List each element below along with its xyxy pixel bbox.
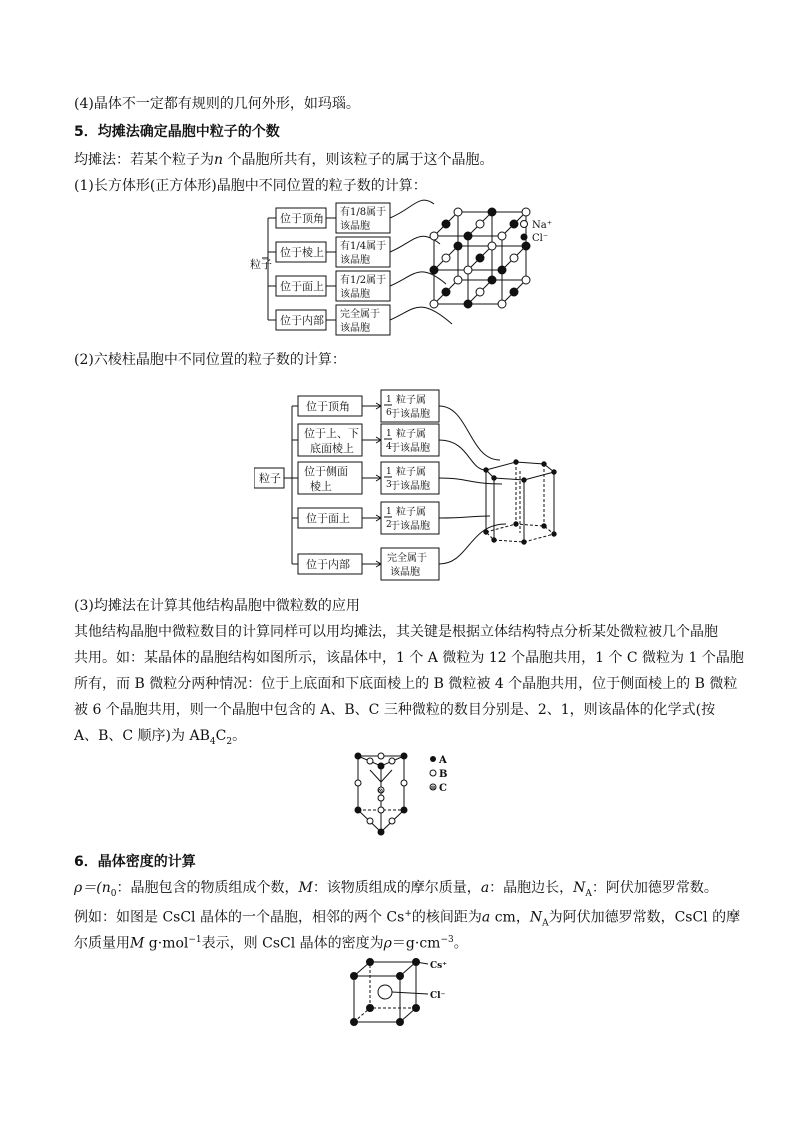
filled-atom: [351, 1019, 358, 1026]
filled-atom: [430, 266, 438, 274]
cl-label: Cl⁻: [430, 991, 446, 1001]
share-label: 于该晶胞: [390, 521, 430, 532]
filled-atom: [401, 753, 407, 759]
t: 为阿伏加德罗常数，CsCl 的摩: [548, 909, 741, 926]
filled-atom: [355, 807, 361, 813]
t: ：阿伏加德罗常数。: [591, 880, 718, 896]
filled-atom: [492, 476, 496, 480]
open-atom: [522, 276, 530, 284]
var-n: n: [214, 152, 224, 168]
na-legend-label: Na⁺: [532, 220, 552, 231]
t: 的核间距为: [411, 909, 482, 926]
filled-atom: [522, 540, 526, 544]
sup: −3: [440, 935, 454, 945]
paragraph-line-2: 共用。如：某晶体的晶胞结构如图所示，该晶体中，1 个 A 微粒为 12 个晶胞共用，1 个 C 微粒为 1 个晶胞: [74, 650, 744, 666]
b-legend-icon: [430, 770, 436, 776]
share-label: 有1/2属于: [340, 275, 387, 286]
filled-atom: [522, 478, 526, 482]
share-label: 粒子属: [396, 429, 426, 440]
open-atom: [355, 780, 361, 786]
filled-atom: [542, 462, 546, 466]
share-label: 有1/8属于: [340, 207, 387, 218]
t: a: [481, 909, 491, 926]
cl-legend-label: Cl⁻: [532, 233, 549, 244]
cl-legend-icon: [521, 234, 528, 241]
text-subheading-1: (1)长方体形(正方体形)晶胞中不同位置的粒子数的计算：: [74, 178, 427, 194]
fraction-denominator: 4: [386, 442, 392, 452]
filled-atom: [351, 973, 358, 980]
share-label: 粒子属: [396, 507, 426, 518]
t: 。: [453, 935, 468, 952]
filled-atom: [510, 288, 518, 296]
filled-atom: [367, 959, 374, 966]
open-atom: [488, 242, 496, 250]
filled-atom: [355, 753, 361, 759]
t: N: [529, 909, 543, 926]
open-atom: [378, 795, 384, 801]
paragraph-line-4: 被 6 个晶胞共用，则一个晶胞中包含的 A、B、C 三种微粒的数目分别是、2、1，则该晶体的化学式(按: [74, 702, 716, 718]
t: 例如：如图是 CsCl 晶体的一个晶胞，相邻的两个 Cs: [74, 909, 405, 926]
share-label: 于该晶胞: [390, 409, 430, 420]
arrow-curve: [439, 406, 500, 460]
filled-atom: [442, 220, 450, 228]
fraction-numerator: 1: [386, 507, 392, 517]
t: 表示，则 CsCl 晶体的密度为: [201, 935, 384, 952]
share-label: 粒子属: [396, 395, 426, 406]
a-legend-icon: [430, 756, 436, 762]
text-average-method: [74, 150, 493, 170]
c-legend-mark: ⊗: [430, 784, 436, 792]
share-label: 该晶胞: [390, 567, 420, 578]
paragraph-line-1: 其他结构晶胞中微粒数目的计算同样可以用均摊法，其关键是根据立体结构特点分析某处微粒被几个晶胞: [74, 624, 718, 640]
t: N: [573, 880, 586, 896]
t: ρ: [383, 935, 392, 952]
position-label: 位于面上: [280, 280, 324, 293]
arrow-curve: [390, 200, 434, 218]
t: g·mol: [148, 935, 189, 952]
hexagonal-cell-diagram: [254, 374, 564, 584]
open-atom: [367, 818, 373, 824]
t: M: [130, 935, 145, 952]
open-atom: [442, 254, 450, 262]
cs-label: Cs⁺: [430, 961, 447, 971]
fraction-denominator: 2: [386, 520, 392, 530]
t: 尔质量用: [74, 935, 130, 952]
filled-atom: [484, 530, 488, 534]
open-atom: [389, 818, 395, 824]
t: ：晶胞边长，: [489, 880, 574, 896]
t: cm，: [494, 909, 530, 926]
a-legend-label: A: [439, 755, 447, 766]
position-label: 棱上: [310, 480, 332, 493]
c-atom-mark: ⊗: [377, 787, 384, 795]
fraction-denominator: 6: [386, 408, 392, 418]
density-formula-line: [74, 878, 718, 904]
filled-atom: [488, 276, 496, 284]
front-face: [354, 976, 400, 1022]
share-label: 完全属于: [387, 553, 427, 564]
filled-atom: [476, 254, 484, 262]
arrow-curve: [390, 307, 452, 324]
share-label: 该晶胞: [340, 221, 370, 232]
filled-atom: [552, 532, 556, 536]
paragraph-line-3: 所有，而 B 微粒分两种情况：位于上底面和下底面棱上的 B 微粒被 4 个晶胞共用，位于侧面棱上的 B 微粒: [74, 676, 738, 692]
filled-atom: [397, 973, 404, 980]
t: a: [480, 880, 490, 896]
sub: A: [542, 918, 549, 929]
filled-atom: [378, 829, 384, 835]
open-atom: [476, 220, 484, 228]
position-label: 位于内部: [280, 314, 324, 327]
fraction-numerator: 1: [386, 429, 392, 439]
triangular-prism-diagram: [350, 748, 460, 846]
na-legend-icon: [521, 221, 528, 228]
open-atom: [367, 758, 373, 764]
open-atom: [378, 753, 384, 759]
share-label: 于该晶胞: [390, 481, 430, 492]
open-atom: [522, 208, 530, 216]
position-label: 位于面上: [306, 512, 350, 525]
share-label: 于该晶胞: [390, 443, 430, 454]
text-subheading-2: (2)六棱柱晶胞中不同位置的粒子数的计算：: [74, 352, 346, 368]
share-label: 粒子属: [396, 467, 426, 478]
c-legend-label: C: [439, 783, 447, 794]
open-atom: [454, 276, 462, 284]
filled-atom: [464, 232, 472, 240]
sup: +: [404, 909, 412, 919]
filled-atom: [552, 470, 556, 474]
open-atom: [430, 300, 438, 308]
open-atom: [498, 232, 506, 240]
t: M: [298, 880, 313, 896]
open-atom: [476, 288, 484, 296]
position-label: 位于顶角: [306, 400, 350, 413]
share-label: 该晶胞: [340, 323, 370, 334]
cscl-cell-diagram: [340, 952, 460, 1032]
t: ρ＝(: [74, 880, 102, 896]
filled-atom: [510, 220, 518, 228]
t: ：晶胞包含的物质组成个数，: [116, 880, 299, 896]
fig1-root-label: 粒子: [250, 258, 272, 271]
t: C: [215, 728, 227, 744]
sub: 0: [110, 888, 117, 899]
arrow-curve: [439, 440, 486, 470]
share-label: 有1/4属于: [340, 241, 387, 252]
filled-atom: [492, 538, 496, 542]
position-label: 底面棱上: [310, 442, 354, 455]
filled-atom: [367, 1005, 374, 1012]
t: 均摊法：若某个粒子为: [74, 152, 214, 168]
t: A、B、C 顺序)为 AB: [74, 728, 210, 744]
t: ＝g·cm: [391, 935, 441, 952]
fraction-denominator: 3: [386, 480, 392, 490]
arrow-curve: [390, 272, 446, 286]
arrow-curve: [439, 524, 506, 564]
position-label: 位于内部: [306, 558, 350, 571]
filled-atom: [498, 266, 506, 274]
open-atom: [389, 758, 395, 764]
filled-atom: [514, 522, 518, 526]
filled-atom: [401, 807, 407, 813]
filled-atom: [488, 208, 496, 216]
example-line-2: [74, 930, 468, 954]
t: n: [101, 880, 111, 896]
sub: A: [585, 888, 592, 899]
arrow-curve: [439, 516, 490, 518]
fraction-numerator: 1: [386, 467, 392, 477]
text-line-4: (4)晶体不一定都有规则的几何外形，如玛瑙。: [74, 96, 360, 112]
open-atom: [510, 254, 518, 262]
open-atom: [401, 780, 407, 786]
position-label: 位于顶角: [280, 212, 324, 225]
t: 个晶胞所共有，则该粒子的属于这个晶胞。: [227, 152, 494, 168]
filled-atom: [542, 524, 546, 528]
open-atom: [454, 208, 462, 216]
share-label: 该晶胞: [340, 255, 370, 266]
inner-line: [370, 770, 381, 782]
inner-line: [381, 770, 392, 782]
filled-atom: [522, 242, 530, 250]
t: ：该物质组成的摩尔质量，: [312, 880, 481, 896]
text-subheading-3: (3)均摊法在计算其他结构晶胞中微粒数的应用: [74, 598, 360, 614]
b-legend-label: B: [439, 769, 448, 780]
filled-atom: [454, 242, 462, 250]
fig2-root-label: 粒子: [259, 472, 281, 485]
sub: 4: [209, 736, 216, 747]
position-label: 位于侧面: [304, 465, 348, 478]
filled-atom: [397, 1019, 404, 1026]
paragraph-line-5: [74, 726, 246, 752]
sub: 2: [226, 736, 233, 747]
filled-atom: [514, 460, 518, 464]
share-label: 完全属于: [340, 309, 380, 320]
section-heading-6: 6．晶体密度的计算: [74, 854, 196, 870]
sup: −1: [188, 935, 202, 945]
filled-atom: [484, 468, 488, 472]
label-pointer: [392, 992, 428, 994]
filled-atom: [464, 300, 472, 308]
cl-atom: [378, 985, 392, 999]
fraction-numerator: 1: [386, 395, 392, 405]
filled-atom: [442, 288, 450, 296]
position-label: 位于棱上: [280, 246, 324, 259]
open-atom: [430, 232, 438, 240]
open-atom: [378, 807, 384, 813]
share-label: 该晶胞: [340, 289, 370, 300]
filled-atom: [413, 1005, 420, 1012]
open-atom: [498, 300, 506, 308]
position-label: 位于上、下: [304, 427, 359, 440]
filled-atom: [378, 763, 384, 769]
section-heading-5: 5．均摊法确定晶胞中粒子的个数: [74, 124, 280, 140]
t: 。: [232, 728, 247, 744]
open-atom: [464, 266, 472, 274]
cubic-cell-diagram: [244, 196, 574, 346]
